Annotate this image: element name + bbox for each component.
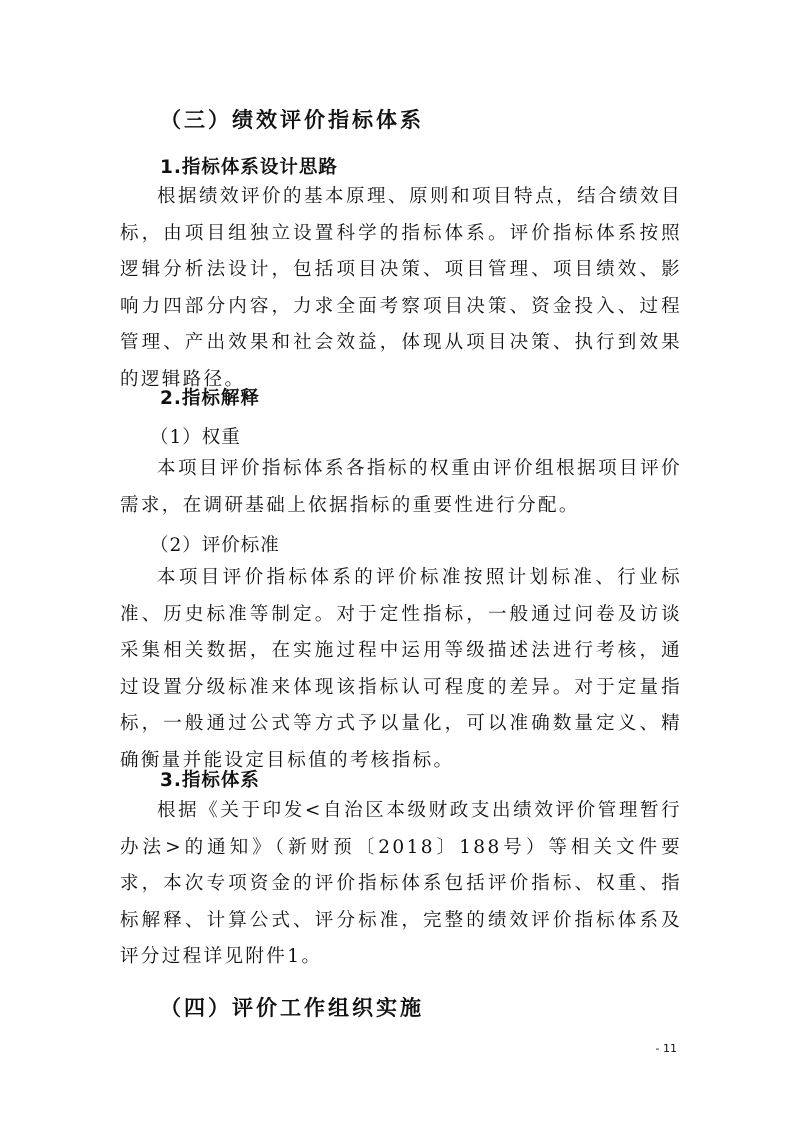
section-heading-3: （三）绩效评价指标体系 [160,108,424,132]
subheading-indicator-system: 3.指标体系 [160,770,260,791]
section-heading-4: （四）评价工作组织实施 [160,996,424,1020]
item-heading-standard: （2）评价标准 [150,535,280,556]
paragraph-indicator-system: 根据《关于印发<自治区本级财政支出绩效评价管理暂行办法>的通知》（新财预〔2018〕188号）等相关文件要求，本次专项资金的评价指标体系包括评价指标、权重、指标解释、计算公式、评分标准，完整的绩效评价指标体系及评分过程详见附件1。 [120,800,682,968]
paragraph-weight: 本项目评价指标体系各指标的权重由评价组根据项目评价需求，在调研基础上依据指标的重要性进行分配。 [120,458,682,516]
subheading-design-approach: 1.指标体系设计思路 [160,157,338,178]
paragraph-standard: 本项目评价指标体系的评价标准按照计划标准、行业标准、历史标准等制定。对于定性指标，一般通过问卷及访谈采集相关数据，在实施过程中运用等级描述法进行考核，通过设置分级标准来体现该指标认可程度的差异。对于定量指标，一般通过公式等方式予以量化，可以准确数量定义、精确衡量并能设定目标值的考核指标。 [120,567,682,771]
subheading-indicator-explanation: 2.指标解释 [160,388,260,409]
item-heading-weight: （1）权重 [150,427,241,448]
paragraph-design-approach: 根据绩效评价的基本原理、原则和项目特点，结合绩效目标，由项目组独立设置科学的指标体系。评价指标体系按照逻辑分析法设计，包括项目决策、项目管理、项目绩效、影响力四部分内容，力求全面考察项目决策、资金投入、过程管理、产出效果和社会效益，体现从项目决策、执行到效果的逻辑路径。 [120,186,682,390]
page-number: - 11 [655,1042,677,1055]
